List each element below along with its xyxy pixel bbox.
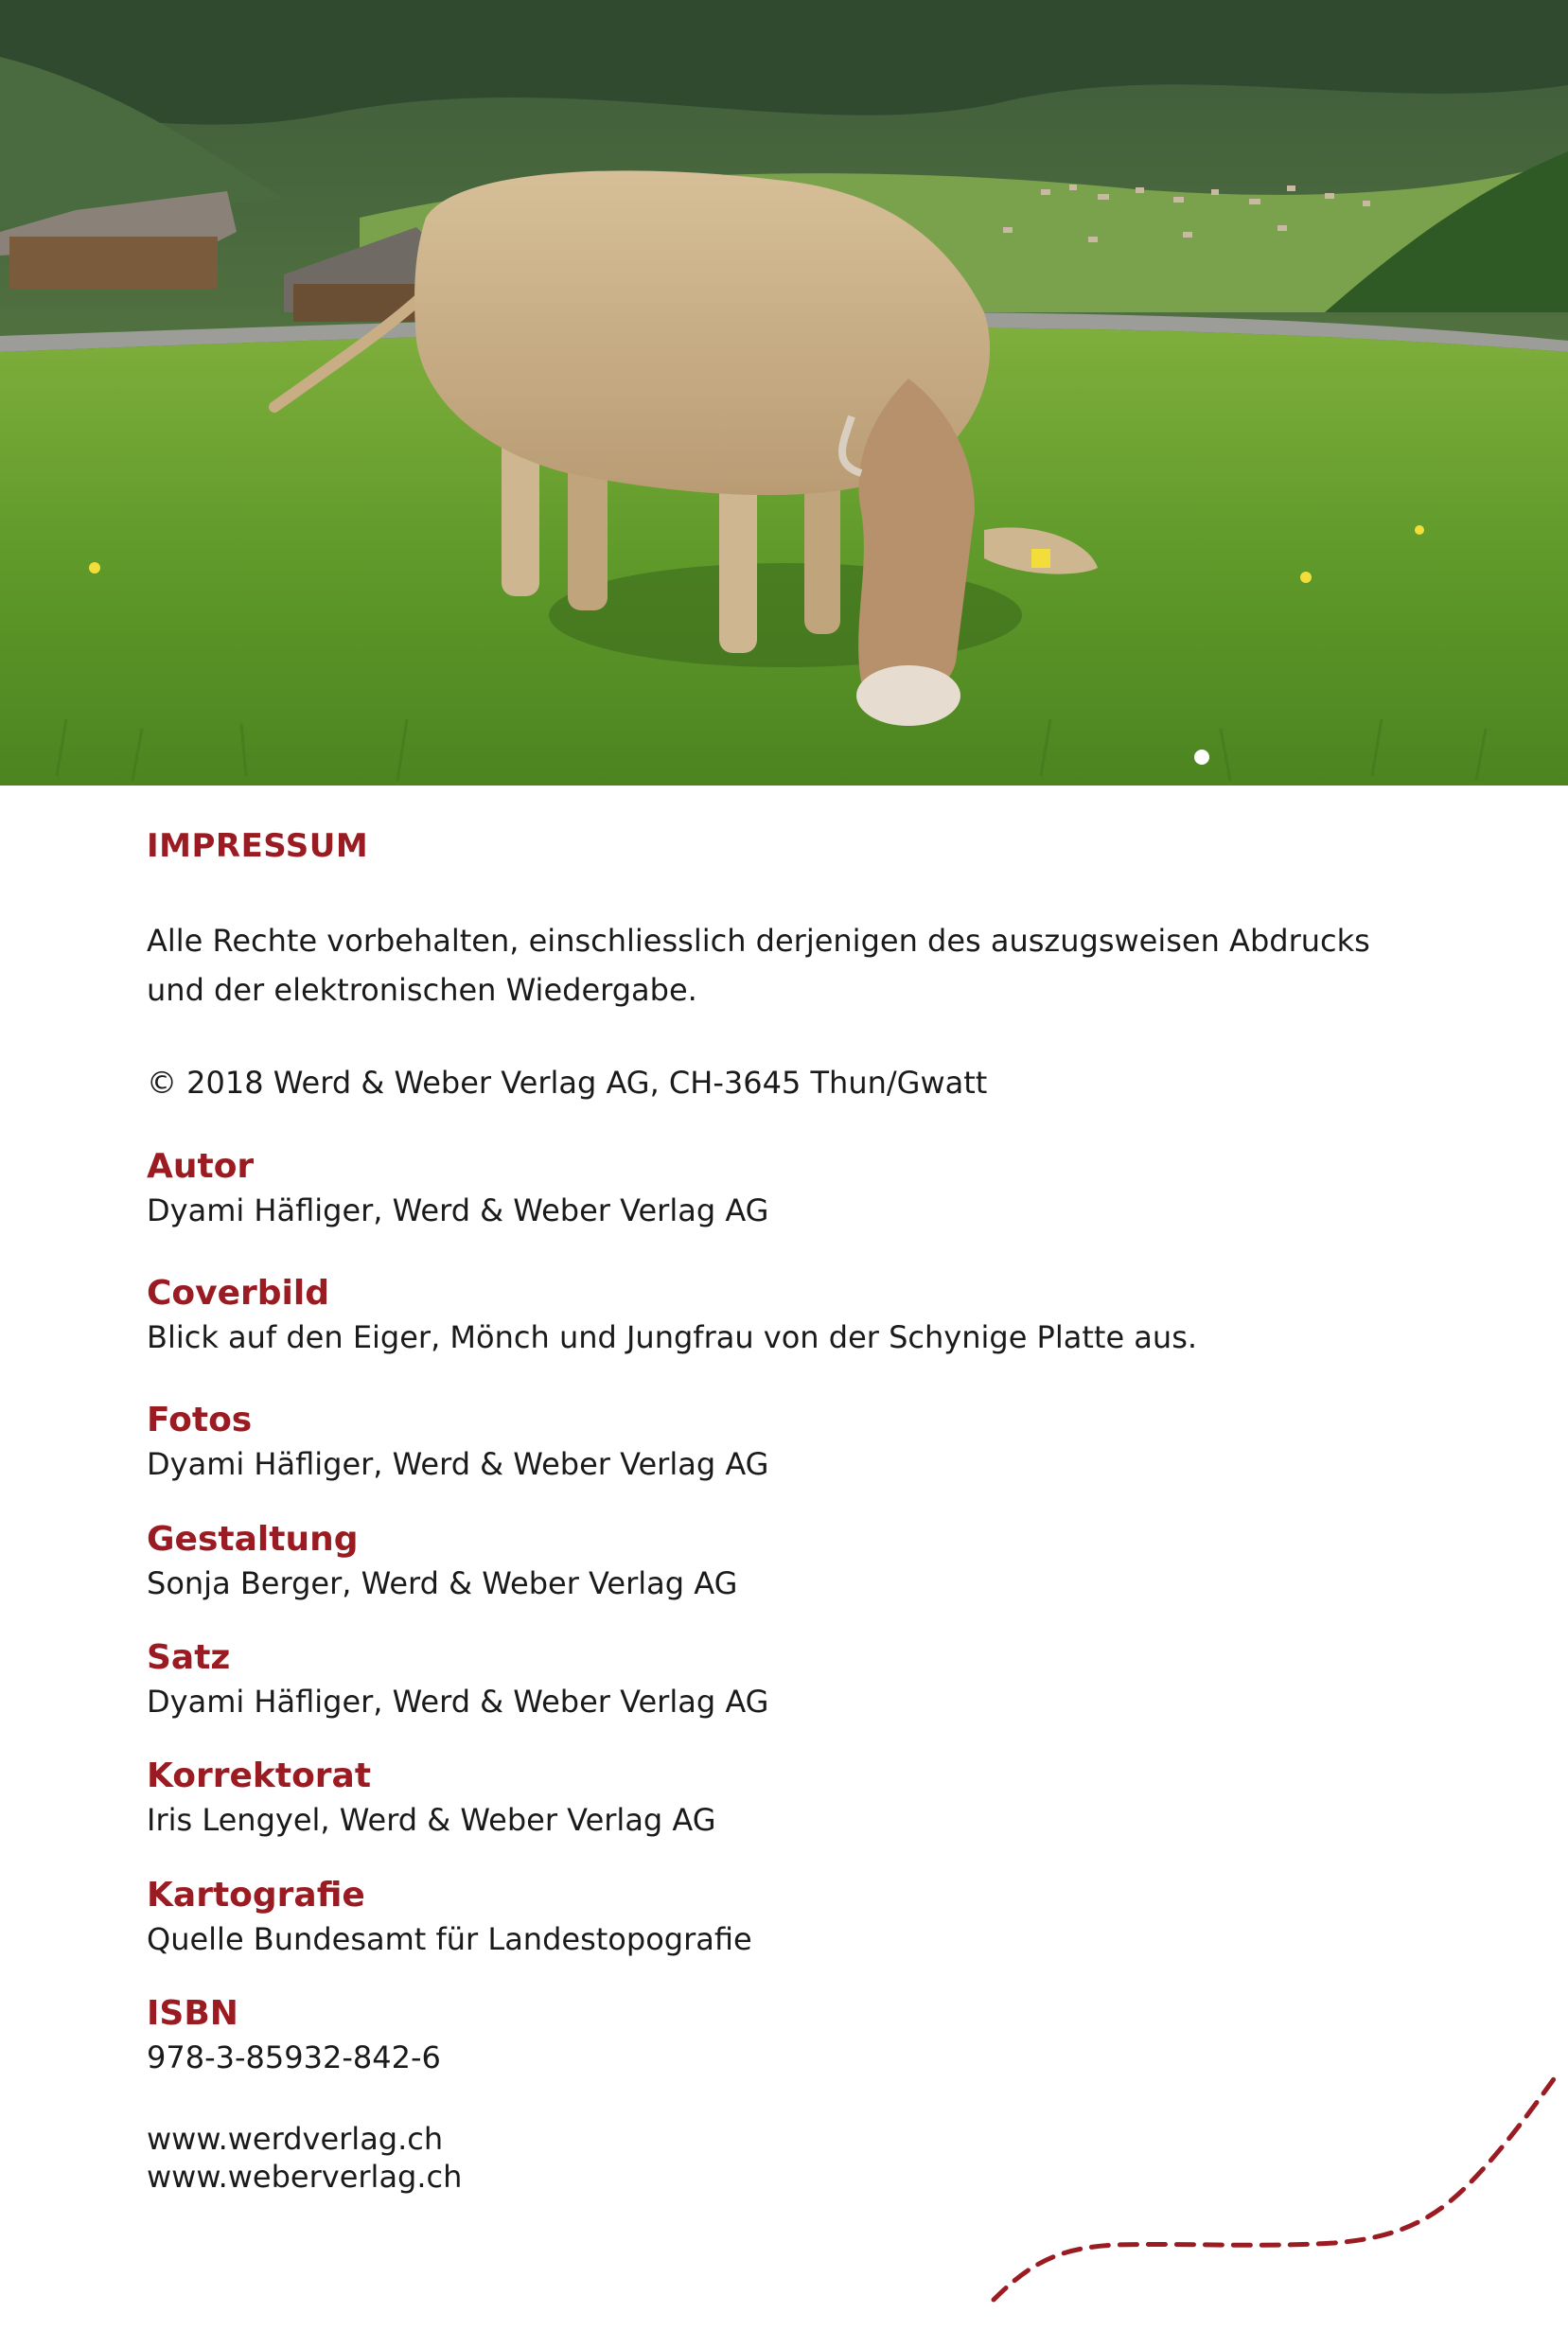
credit-fotos bbox=[147, 1399, 768, 1486]
impressum-heading: IMPRESSUM bbox=[147, 827, 369, 865]
credit-value: Iris Lengyel, Werd & Weber Verlag AG bbox=[147, 1802, 716, 1838]
credit-label: Satz bbox=[147, 1638, 231, 1677]
link-werdverlag[interactable]: www.werdverlag.ch bbox=[147, 2121, 444, 2157]
credit-value: Quelle Bundesamt für Landestopografie bbox=[147, 1921, 752, 1957]
credit-label: ISBN bbox=[147, 1994, 238, 2033]
credit-label: Autor bbox=[147, 1147, 255, 1186]
credit-label: Gestaltung bbox=[147, 1520, 359, 1559]
credit-kartografie bbox=[147, 1874, 752, 1961]
credit-label: Fotos bbox=[147, 1401, 253, 1439]
rights-statement bbox=[147, 916, 1377, 1015]
credit-gestaltung bbox=[147, 1518, 737, 1605]
credit-label: Coverbild bbox=[147, 1274, 330, 1313]
credit-korrektorat bbox=[147, 1755, 716, 1842]
dashed-route-decoration bbox=[975, 2044, 1568, 2348]
credit-satz bbox=[147, 1636, 768, 1723]
credit-value: Dyami Häfliger, Werd & Weber Verlag AG bbox=[147, 1446, 769, 1482]
credit-coverbild bbox=[147, 1272, 1197, 1359]
copyright-notice: © 2018 Werd & Weber Verlag AG, CH-3645 Thun/Gwatt bbox=[147, 1065, 988, 1101]
credit-value: Dyami Häfliger, Werd & Weber Verlag AG bbox=[147, 1684, 769, 1720]
credit-value: Dyami Häfliger, Werd & Weber Verlag AG bbox=[147, 1192, 769, 1228]
credit-value: Blick auf den Eiger, Mönch und Jungfrau von der Schynige Platte aus. bbox=[147, 1319, 1198, 1355]
credit-isbn bbox=[147, 1992, 441, 2079]
cover-photo bbox=[0, 0, 1568, 786]
credit-value: Sonja Berger, Werd & Weber Verlag AG bbox=[147, 1565, 738, 1601]
rights-line-2: und der elektronischen Wiedergabe. bbox=[147, 972, 697, 1008]
credit-label: Kartografie bbox=[147, 1876, 365, 1915]
credit-value: 978-3-85932-842-6 bbox=[147, 2039, 441, 2075]
rights-line-1: Alle Rechte vorbehalten, einschliesslich derjenigen des auszugsweisen Abdrucks bbox=[147, 923, 1370, 959]
credit-label: Korrektorat bbox=[147, 1757, 372, 1795]
publisher-links bbox=[147, 2120, 462, 2196]
credit-autor bbox=[147, 1145, 768, 1232]
link-weberverlag[interactable]: www.weberverlag.ch bbox=[147, 2159, 463, 2195]
